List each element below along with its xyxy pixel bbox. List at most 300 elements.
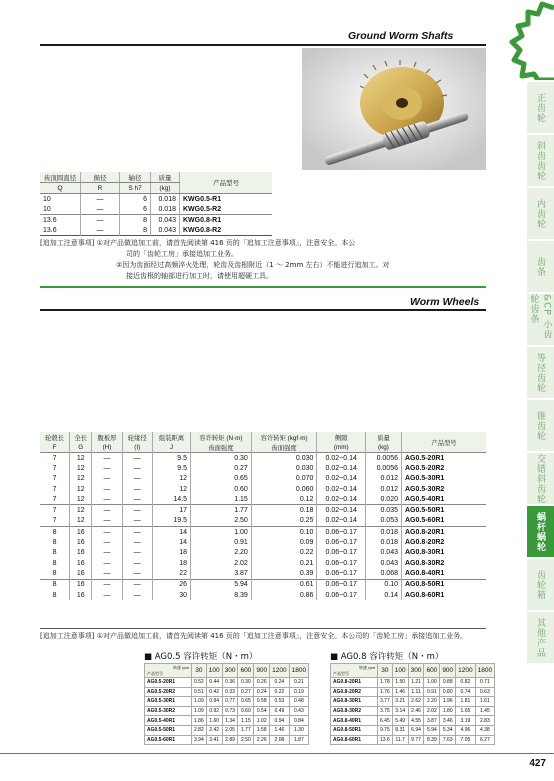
cell: 1.77 bbox=[191, 505, 252, 516]
table-row bbox=[331, 697, 495, 707]
part-number: AG0.8-20R1 bbox=[402, 527, 487, 538]
cell: — bbox=[122, 516, 152, 527]
torque-value: 1.09 bbox=[192, 697, 207, 707]
cell: 0.02~0.14 bbox=[317, 453, 366, 464]
table-row bbox=[331, 716, 495, 726]
cell: 0.02~0.14 bbox=[317, 463, 366, 473]
torque-value: 3.75 bbox=[378, 706, 393, 716]
torque-value: 0.21 bbox=[289, 678, 308, 688]
torque-value: 5.49 bbox=[392, 716, 408, 726]
col-symbol: Q bbox=[40, 183, 81, 194]
part-number: AG0.5-30R2 bbox=[145, 706, 192, 716]
cell: 0.060 bbox=[251, 484, 317, 494]
cell: 0.06~0.17 bbox=[317, 590, 366, 600]
col-header: 质量 bbox=[365, 432, 401, 442]
cell: 6 bbox=[120, 204, 151, 215]
corner-header bbox=[331, 664, 378, 678]
cell: 7 bbox=[40, 516, 70, 527]
part-number: AG0.5-60R1 bbox=[145, 735, 192, 745]
cell: 12 bbox=[70, 453, 92, 464]
cell: 1.00 bbox=[191, 527, 252, 538]
tab-label: 等径齿轮 bbox=[535, 352, 545, 393]
col-header: 齿顶圆直径 bbox=[40, 172, 81, 183]
cell: 0.39 bbox=[251, 568, 317, 579]
cell: 8.39 bbox=[191, 590, 252, 600]
torque-value: 3.14 bbox=[392, 706, 408, 716]
torque-value: 0.94 bbox=[270, 716, 289, 726]
torque-value: 9.75 bbox=[378, 725, 393, 735]
col-header: 产品型号 bbox=[402, 432, 487, 453]
cell: 0.06~0.17 bbox=[317, 558, 366, 568]
cell: 0.012 bbox=[365, 484, 401, 494]
torque-value: 0.27 bbox=[238, 687, 254, 697]
torque-value: 1.60 bbox=[206, 716, 222, 726]
cell: 18 bbox=[152, 548, 190, 558]
cell: 0.06~0.17 bbox=[317, 548, 366, 558]
torque-value: 1.46 bbox=[392, 687, 408, 697]
torque-value: 0.60 bbox=[238, 706, 254, 716]
torque-value: 0.91 bbox=[424, 687, 440, 697]
cell: — bbox=[122, 474, 152, 484]
rpm-header: 1800 bbox=[475, 664, 494, 678]
tab-racks[interactable] bbox=[527, 241, 554, 292]
tab-label: 齿条 bbox=[535, 256, 545, 277]
cell: 16 bbox=[70, 548, 92, 558]
torque-value: 0.24 bbox=[254, 687, 270, 697]
part-number: KWG0.5-R1 bbox=[180, 194, 273, 205]
cell: — bbox=[122, 453, 152, 464]
rpm-header: 300 bbox=[408, 664, 424, 678]
part-number: AG0.8-30R2 bbox=[405, 559, 445, 567]
table-row bbox=[40, 579, 486, 590]
cell: 0.61 bbox=[251, 579, 317, 590]
col-symbol: (kg) bbox=[151, 183, 180, 194]
cell: — bbox=[81, 204, 120, 215]
cell: — bbox=[122, 463, 152, 473]
cell: — bbox=[92, 505, 122, 516]
cell: 0.0056 bbox=[365, 453, 401, 464]
divider bbox=[40, 286, 486, 288]
part-number: AG0.5-30R1 bbox=[145, 697, 192, 707]
col-header: 全长 bbox=[70, 432, 92, 442]
part-number: KWG0.8-R1 bbox=[180, 215, 273, 226]
cell: 0.020 bbox=[365, 494, 401, 505]
torque-value: 1.00 bbox=[424, 678, 440, 688]
cell: 10 bbox=[40, 204, 81, 215]
table-row bbox=[331, 687, 495, 697]
cell: 9.5 bbox=[152, 463, 190, 473]
torque-value: 1.86 bbox=[192, 716, 207, 726]
torque-value: 2.26 bbox=[254, 735, 270, 745]
table-row bbox=[145, 735, 309, 745]
torque-value: 0.80 bbox=[440, 687, 456, 697]
torque-value: 0.71 bbox=[475, 678, 494, 688]
torque-value: 0.92 bbox=[206, 706, 222, 716]
torque-value: 0.77 bbox=[222, 697, 238, 707]
torque-value: 1.09 bbox=[192, 706, 207, 716]
cell: 6 bbox=[120, 194, 151, 205]
note-line: 接近齿根的轴部进行加工时，请使用超硬工具。 bbox=[126, 272, 273, 280]
cell: 0.070 bbox=[251, 474, 317, 484]
corner-bottom: 产品型号 bbox=[147, 670, 163, 676]
part-number: AG0.5-50R1 bbox=[145, 725, 192, 735]
torque-value: 0.82 bbox=[456, 678, 475, 688]
part-number: AG0.5-30R1 bbox=[405, 475, 445, 483]
corner-top: 转速 rpm bbox=[359, 664, 375, 670]
cell: — bbox=[92, 474, 122, 484]
tab-label: 锥齿轮 bbox=[535, 410, 545, 441]
page-number: 427 bbox=[529, 758, 546, 769]
torque-value: 6.94 bbox=[408, 725, 424, 735]
torque-value: 5.34 bbox=[440, 725, 456, 735]
col-header: 产品型号 bbox=[180, 172, 273, 194]
cell: 0.86 bbox=[251, 590, 317, 600]
worm-wheels-title: Worm Wheels bbox=[410, 296, 480, 308]
col-header: 轴径 bbox=[120, 172, 151, 183]
torque-value: 0.65 bbox=[238, 697, 254, 707]
torque-value: 4.38 bbox=[475, 725, 494, 735]
cell: 0.65 bbox=[191, 474, 252, 484]
table-row bbox=[40, 548, 486, 558]
part-number: AG0.8-40R1 bbox=[405, 569, 445, 577]
col-symbol: (mm) bbox=[317, 442, 366, 453]
cell: — bbox=[92, 494, 122, 505]
tab-spur-gears[interactable] bbox=[527, 82, 554, 133]
cell: 14 bbox=[152, 527, 190, 538]
table-row bbox=[40, 590, 486, 600]
cell: 0.030 bbox=[251, 463, 317, 473]
table-row bbox=[40, 474, 486, 484]
torque-value: 1.76 bbox=[378, 687, 393, 697]
col-header: 容许转矩 (N·m) bbox=[191, 432, 252, 442]
torque-value: 2.02 bbox=[424, 706, 440, 716]
part-number: AG0.5-20R2 bbox=[405, 464, 445, 472]
corner-bottom: 产品型号 bbox=[333, 670, 349, 676]
category-side-tabs bbox=[527, 82, 554, 665]
torque-value: 0.73 bbox=[222, 706, 238, 716]
cell: 12 bbox=[70, 474, 92, 484]
tab-bevel-gears[interactable] bbox=[527, 400, 554, 451]
torque-value: 3.41 bbox=[206, 735, 222, 745]
torque-value: 1.58 bbox=[254, 725, 270, 735]
torque-value: 1.65 bbox=[456, 706, 475, 716]
part-number: AG0.8-30R1 bbox=[405, 549, 445, 557]
cell: 12 bbox=[152, 474, 190, 484]
cell: 16 bbox=[70, 537, 92, 547]
col-symbol: R bbox=[81, 183, 120, 194]
note-line: ①对产品做追加工前，请首先阅读第 416 页的「追加工注意事项」，注意安全。本公 bbox=[96, 239, 356, 247]
torque-value: 8.31 bbox=[392, 725, 408, 735]
cell: 0.60 bbox=[191, 484, 252, 494]
cell: — bbox=[122, 590, 152, 600]
cell: — bbox=[122, 505, 152, 516]
torque-table-ag05 bbox=[144, 663, 309, 745]
cell: 0.02~0.14 bbox=[317, 494, 366, 505]
tab-label: 其他产品 bbox=[535, 617, 545, 658]
cell: 26 bbox=[152, 579, 190, 590]
part-number: AG0.5-20R2 bbox=[145, 687, 192, 697]
col-header: 质量 bbox=[151, 172, 180, 183]
divider bbox=[40, 628, 486, 629]
table-row bbox=[40, 194, 272, 205]
table-row bbox=[145, 687, 309, 697]
shaft-notes bbox=[40, 238, 390, 282]
table-header-row bbox=[331, 664, 495, 678]
rpm-header: 1200 bbox=[456, 664, 475, 678]
torque-value: 1.87 bbox=[289, 735, 308, 745]
rpm-header: 100 bbox=[206, 664, 222, 678]
col-header: 组装距离 bbox=[152, 432, 190, 442]
cell: 8 bbox=[40, 548, 70, 558]
cell: 0.068 bbox=[365, 568, 401, 579]
table-row bbox=[331, 678, 495, 688]
tab-other-products[interactable] bbox=[527, 612, 554, 663]
torque-value: 1.11 bbox=[408, 687, 424, 697]
cell: 8 bbox=[40, 537, 70, 547]
torque-value: 2.46 bbox=[408, 706, 424, 716]
torque-value: 9.77 bbox=[408, 735, 424, 745]
cell: 0.18 bbox=[251, 505, 317, 516]
cell: 12 bbox=[70, 505, 92, 516]
part-number: AG0.5-60R1 bbox=[405, 517, 445, 525]
cell: 7 bbox=[40, 505, 70, 516]
torque-value: 2.89 bbox=[222, 735, 238, 745]
torque-value: 1.80 bbox=[440, 706, 456, 716]
cell: — bbox=[81, 225, 120, 236]
cell: 12 bbox=[152, 484, 190, 494]
table-row bbox=[145, 716, 309, 726]
torque-value: 11.7 bbox=[392, 735, 408, 745]
torque-value: 0.36 bbox=[222, 678, 238, 688]
cell: 14.5 bbox=[152, 494, 190, 505]
cell: — bbox=[81, 215, 120, 226]
torque-value: 0.84 bbox=[289, 716, 308, 726]
cell: 0.06~0.17 bbox=[317, 579, 366, 590]
torque-value: 0.33 bbox=[222, 687, 238, 697]
cell: — bbox=[122, 484, 152, 494]
tab-worm-gears[interactable] bbox=[527, 506, 554, 557]
cell: 8 bbox=[40, 590, 70, 600]
cell: 8 bbox=[40, 568, 70, 579]
col-symbol: F bbox=[40, 442, 70, 453]
cell: 18 bbox=[152, 558, 190, 568]
cell: — bbox=[122, 527, 152, 538]
table-row bbox=[40, 537, 486, 547]
torque-value: 5.94 bbox=[424, 725, 440, 735]
tab-label: &CP 小齿轮齿条 bbox=[528, 294, 552, 340]
col-symbol: (I) bbox=[122, 442, 152, 453]
cell: — bbox=[122, 548, 152, 558]
cell: — bbox=[92, 484, 122, 494]
part-number: AG0.8-20R1 bbox=[331, 678, 378, 688]
cell: 0.30 bbox=[191, 453, 252, 464]
col-symbol: 齿面强度 bbox=[251, 442, 317, 453]
cell: 0.043 bbox=[151, 225, 180, 236]
torque-value: 4.55 bbox=[408, 716, 424, 726]
tab-miter-gears[interactable] bbox=[527, 347, 554, 398]
rpm-header: 300 bbox=[222, 664, 238, 678]
tab-gearboxes[interactable] bbox=[527, 559, 554, 610]
col-symbol: G bbox=[70, 442, 92, 453]
col-header: 损径 bbox=[81, 172, 120, 183]
cell: 0.035 bbox=[365, 505, 401, 516]
cell: — bbox=[92, 568, 122, 579]
cell: 16 bbox=[70, 527, 92, 538]
torque-left-title: ■ AG0.5 容许转矩（N・m） bbox=[144, 652, 258, 662]
rpm-header: 900 bbox=[254, 664, 270, 678]
cell: 0.018 bbox=[151, 194, 180, 205]
rpm-header: 600 bbox=[424, 664, 440, 678]
table-row bbox=[40, 204, 272, 215]
cell: 7 bbox=[40, 484, 70, 494]
part-number: AG0.8-30R1 bbox=[331, 697, 378, 707]
col-symbol: J bbox=[152, 442, 190, 453]
table-row bbox=[40, 215, 272, 226]
cell: 5.94 bbox=[191, 579, 252, 590]
tab-helical-gears[interactable] bbox=[527, 135, 554, 186]
torque-value: 2.08 bbox=[270, 735, 289, 745]
table-row bbox=[40, 558, 486, 568]
rpm-header: 600 bbox=[238, 664, 254, 678]
torque-value: 4.96 bbox=[456, 725, 475, 735]
part-number: AG0.8-60R1 bbox=[331, 735, 378, 745]
tab-label: 斜齿齿轮 bbox=[535, 140, 545, 181]
corner-top: 转速 rpm bbox=[173, 664, 189, 670]
cell: 0.10 bbox=[365, 579, 401, 590]
torque-value: 1.30 bbox=[289, 725, 308, 735]
torque-right-title: ■ AG0.8 容许转矩（N・m） bbox=[330, 652, 444, 662]
cell: 30 bbox=[152, 590, 190, 600]
cell: 0.02~0.14 bbox=[317, 516, 366, 527]
cell: — bbox=[92, 463, 122, 473]
cell: 0.25 bbox=[251, 516, 317, 527]
part-number: AG0.8-30R2 bbox=[331, 706, 378, 716]
tab-label: 内齿轮 bbox=[535, 198, 545, 229]
cell: 0.09 bbox=[251, 537, 317, 547]
tab-label: 蜗杆蜗轮 bbox=[535, 511, 545, 552]
torque-value: 3.46 bbox=[440, 716, 456, 726]
cell: 0.14 bbox=[365, 590, 401, 600]
cell: 12 bbox=[70, 463, 92, 473]
section-rule-top bbox=[40, 44, 486, 46]
col-symbol: S h7 bbox=[120, 183, 151, 194]
cell: 16 bbox=[70, 558, 92, 568]
cell: 0.12 bbox=[251, 494, 317, 505]
rpm-header: 30 bbox=[378, 664, 393, 678]
cell: 0.0056 bbox=[365, 463, 401, 473]
wheel-notes bbox=[40, 631, 467, 642]
torque-value: 3.87 bbox=[424, 716, 440, 726]
cell: 0.012 bbox=[365, 474, 401, 484]
col-symbol: (kg) bbox=[365, 442, 401, 453]
cell: 0.030 bbox=[251, 453, 317, 464]
rpm-header: 1200 bbox=[270, 664, 289, 678]
cell: 7 bbox=[40, 453, 70, 464]
note-line: 司的「齿轮工房」承接追加工业务。 bbox=[126, 250, 238, 258]
torque-value: 0.58 bbox=[254, 697, 270, 707]
torque-value: 7.63 bbox=[440, 735, 456, 745]
shaft-spec-table bbox=[40, 172, 272, 236]
cell: 0.018 bbox=[151, 204, 180, 215]
cell: — bbox=[92, 516, 122, 527]
torque-value: 1.46 bbox=[270, 725, 289, 735]
torque-value: 0.19 bbox=[289, 687, 308, 697]
part-number: AG0.8-50R1 bbox=[402, 579, 487, 590]
torque-value: 3.21 bbox=[392, 697, 408, 707]
cell: 2.02 bbox=[191, 558, 252, 568]
part-number: AG0.5-50R1 bbox=[402, 505, 487, 516]
col-header: 容许转矩 (kgf·m) bbox=[251, 432, 317, 442]
torque-value: 2.83 bbox=[475, 716, 494, 726]
table-row bbox=[40, 225, 272, 236]
cell: 0.02~0.14 bbox=[317, 474, 366, 484]
table-row bbox=[331, 725, 495, 735]
cell: 0.02~0.14 bbox=[317, 484, 366, 494]
cell: 13.6 bbox=[40, 215, 81, 226]
cell: 19.5 bbox=[152, 516, 190, 527]
cell: 22 bbox=[152, 568, 190, 579]
col-header: 腹板厚 bbox=[92, 432, 122, 442]
cell: — bbox=[92, 579, 122, 590]
table-row bbox=[40, 463, 486, 473]
cell: 0.06~0.17 bbox=[317, 537, 366, 547]
torque-value: 0.49 bbox=[270, 706, 289, 716]
torque-value: 1.15 bbox=[238, 716, 254, 726]
section-rule-wheels bbox=[40, 309, 486, 311]
table-row bbox=[145, 697, 309, 707]
tab-cp-racks-pinions[interactable] bbox=[527, 294, 554, 345]
table-row bbox=[40, 516, 486, 527]
tab-label: 齿轮箱 bbox=[535, 569, 545, 600]
tab-internal-gears[interactable] bbox=[527, 188, 554, 239]
torque-value: 0.44 bbox=[206, 678, 222, 688]
cell: 8 bbox=[40, 527, 70, 538]
ground-worm-shafts-title: Ground Worm Shafts bbox=[348, 30, 454, 42]
tab-label: 交错斜齿轮 bbox=[535, 453, 545, 504]
col-symbol: (H) bbox=[92, 442, 122, 453]
col-symbol: 齿面强度 bbox=[191, 442, 252, 453]
col-header: 侧隙 bbox=[317, 432, 366, 442]
table-row bbox=[40, 484, 486, 494]
cell: 8 bbox=[40, 579, 70, 590]
cell: 12 bbox=[70, 494, 92, 505]
torque-value: 0.88 bbox=[440, 678, 456, 688]
torque-value: 0.42 bbox=[206, 687, 222, 697]
torque-value: 0.53 bbox=[270, 697, 289, 707]
torque-value: 8.39 bbox=[424, 735, 440, 745]
table-row bbox=[331, 706, 495, 716]
cell: 0.043 bbox=[151, 215, 180, 226]
corner-header bbox=[145, 664, 192, 678]
cell: — bbox=[122, 568, 152, 579]
torque-value: 3.77 bbox=[378, 697, 393, 707]
part-number: AG0.5-40R1 bbox=[405, 495, 445, 503]
col-header: 轮缘径 bbox=[122, 432, 152, 442]
cell: — bbox=[92, 548, 122, 558]
cell: 7 bbox=[40, 474, 70, 484]
cell: 0.053 bbox=[365, 516, 401, 527]
torque-value: 2.50 bbox=[238, 735, 254, 745]
torque-value: 7.05 bbox=[456, 735, 475, 745]
notes-label: [追加工注意事项] bbox=[40, 632, 95, 640]
table-row bbox=[40, 505, 486, 516]
torque-value: 2.82 bbox=[192, 725, 207, 735]
cell: 0.02~0.14 bbox=[317, 505, 366, 516]
torque-value: 6.45 bbox=[378, 716, 393, 726]
torque-value: 3.94 bbox=[192, 735, 207, 745]
cell: 2.20 bbox=[191, 548, 252, 558]
tab-screw-gears[interactable] bbox=[527, 453, 554, 504]
